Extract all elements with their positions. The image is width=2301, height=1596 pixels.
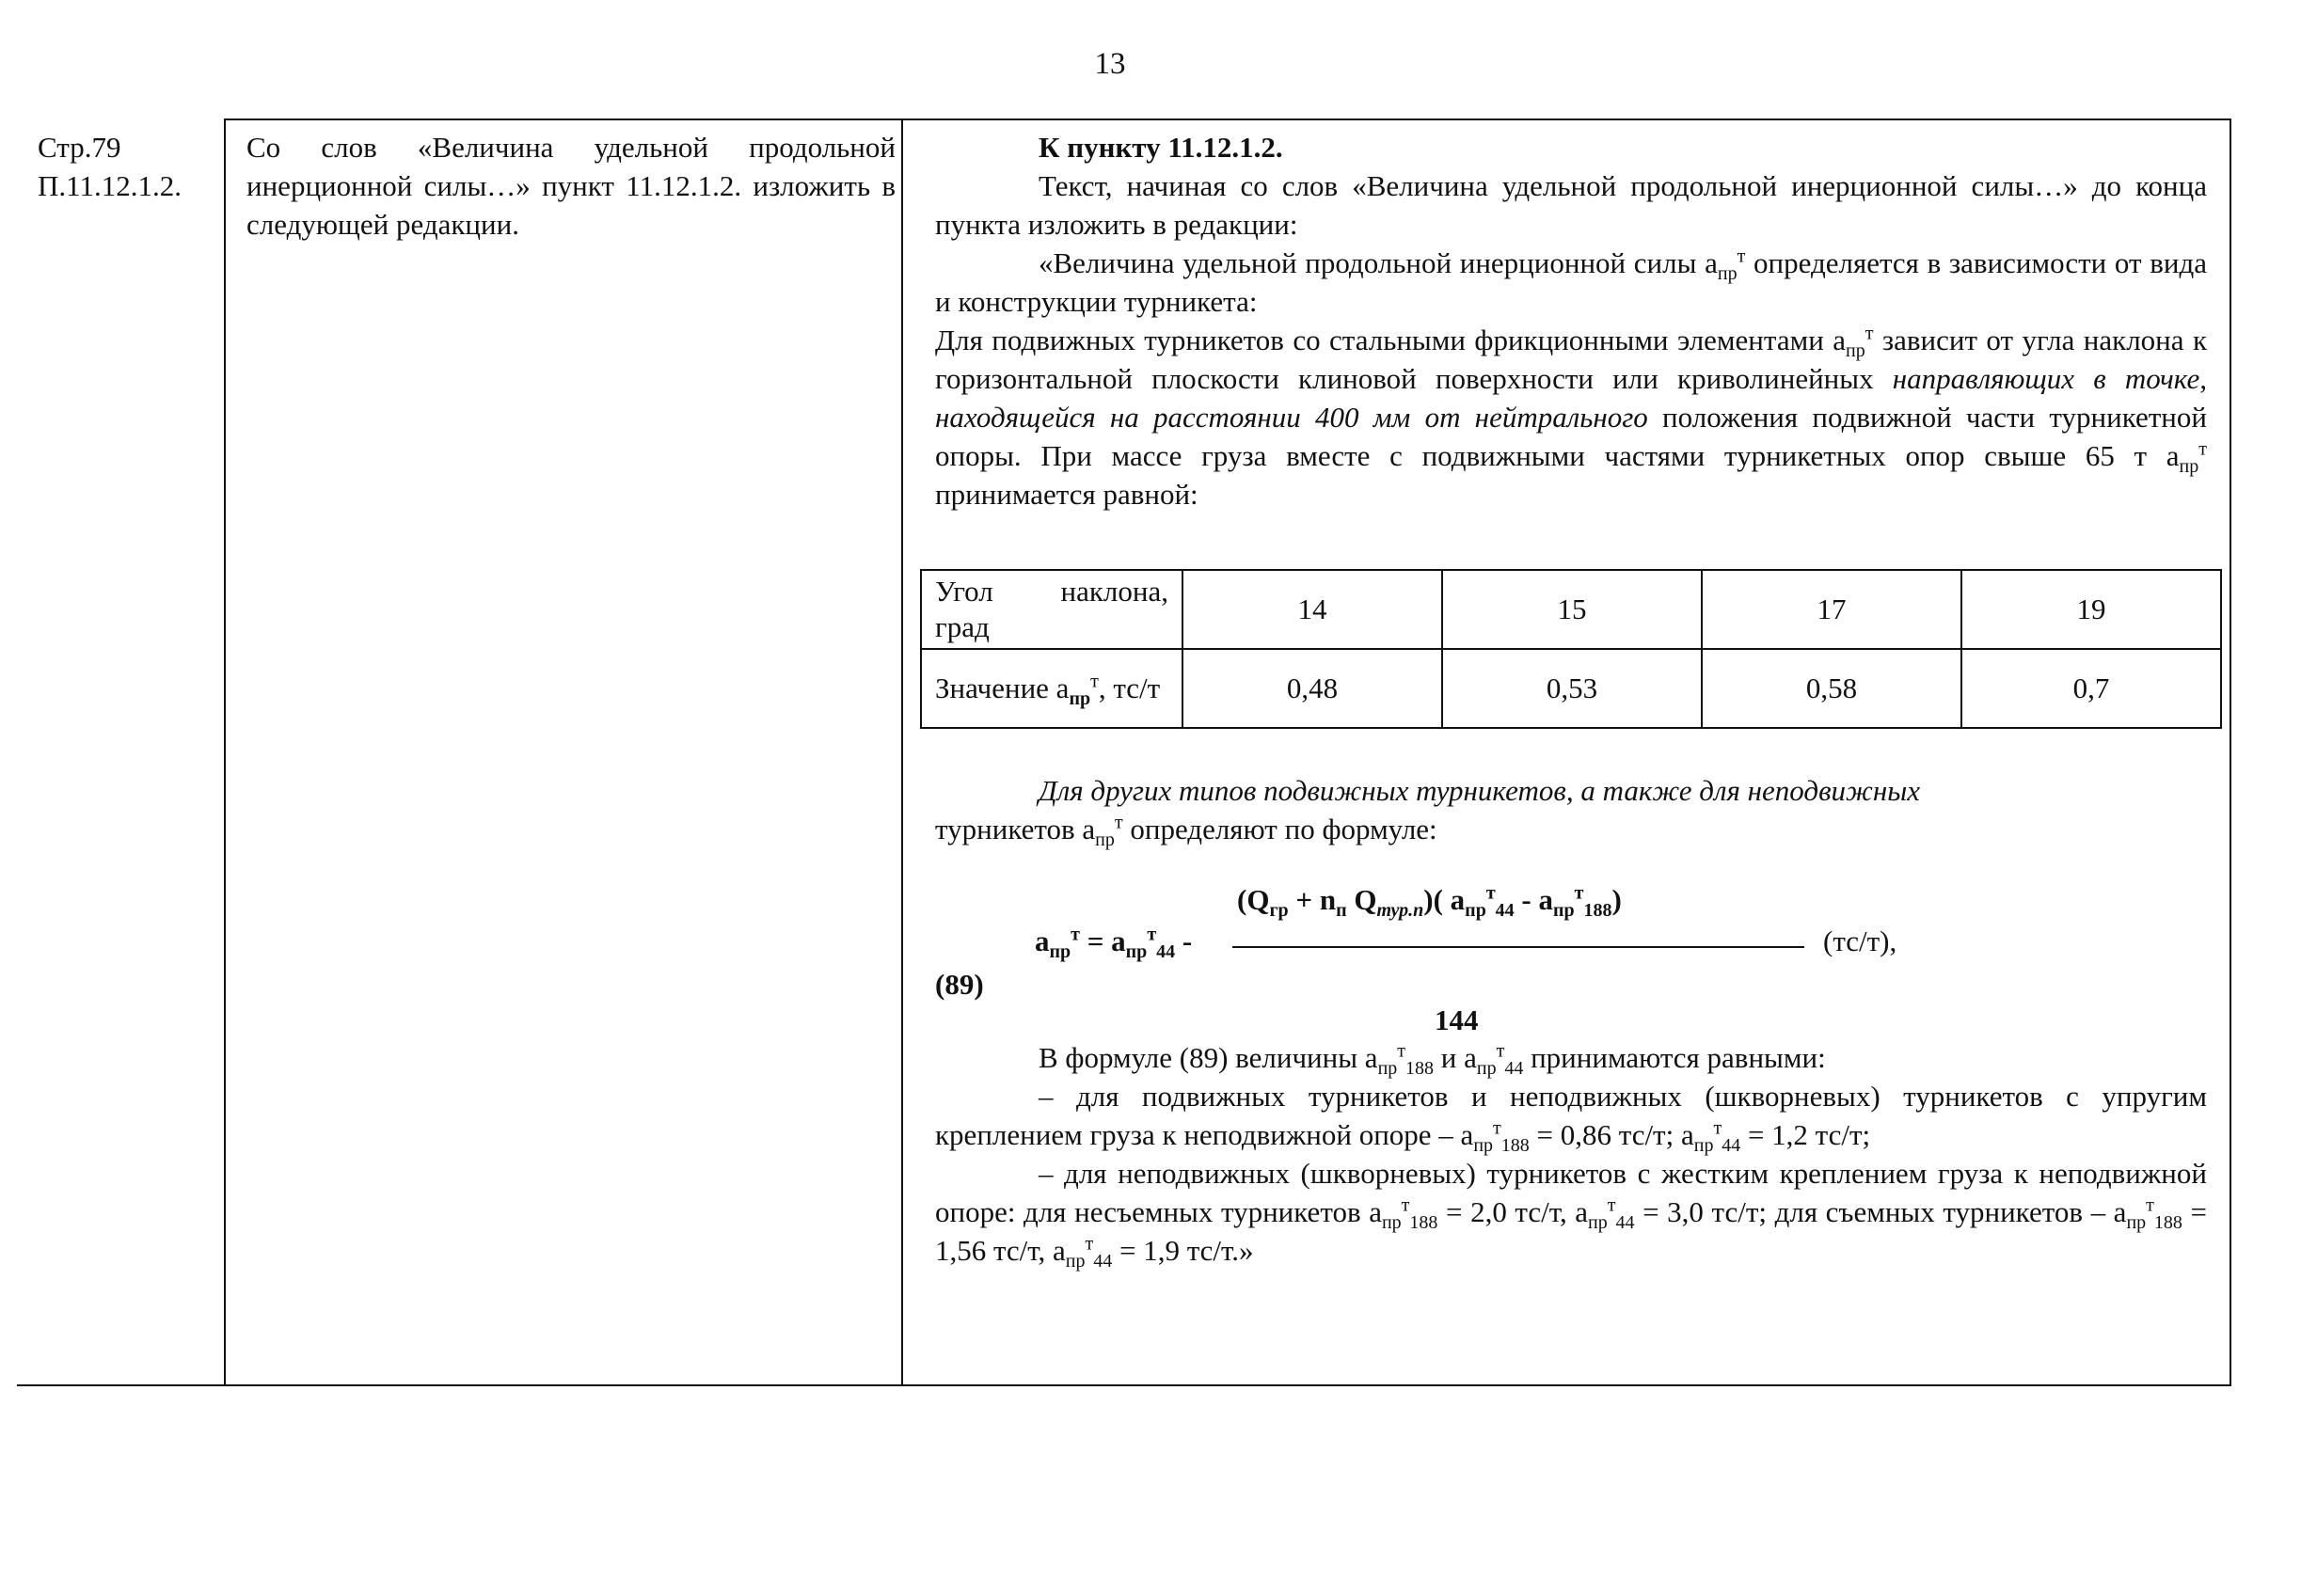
reference-cell xyxy=(38,128,221,205)
amendment-cell xyxy=(935,128,2207,514)
column-divider-1 xyxy=(224,119,226,1386)
coefficient-label: Значение $a_{пр}^т$, тс/т xyxy=(921,649,1182,728)
paragraph-4: Для других типов подвижных турникетов, а также для неподвижных турникетов $a_{пр}^т$ определяют по формуле: xyxy=(935,774,1920,851)
coefficient-value: 0,7 xyxy=(1961,649,2221,728)
formula-numerator: ($Q_{гр} + n_п$ $Q_{тур.п}$)( $a_{пр}^т_{44} - a_{пр}^т_{188}$) xyxy=(1237,882,1622,922)
ref-clause: П.11.12.1.2. xyxy=(38,169,182,202)
ref-page: Стр.79 xyxy=(38,131,121,164)
list-item: – для неподвижных (шкворневых) турникетов с жестким креплением груза к неподвижной опоре: для несъемных турникетов $a_{пр}^т_{188} = 2,0$ тс/т, $a_{пр}^т_{44} = 3,0$ тс/т; для съемных турникетов – $a_{пр}^т_{188} = 1,56$ тс/т, $a_{пр}^т_{44} = 1,9$ тс/т.» xyxy=(935,1157,2207,1272)
angle-value: 14 xyxy=(1182,570,1442,649)
amendment-heading: К пункту 11.12.1.2. xyxy=(1039,131,1283,164)
table-row xyxy=(921,570,2221,649)
table-top-border xyxy=(224,119,2231,120)
formula-unit: (тс/т), xyxy=(1823,924,1897,957)
angle-table xyxy=(920,569,2222,729)
angle-value: 17 xyxy=(1702,570,1961,649)
paragraph-5: В формуле (89) величины $a_{пр}^т_{188}$ и $a_{пр}^т_{44}$ принимаются равными: xyxy=(1039,1040,1826,1080)
instruction-cell: Со слов «Величина удельной продольной инерционной силы…» пункт 11.12.1.2. изложить в следующей редакции. xyxy=(246,131,896,241)
formula-explanation xyxy=(935,1038,2207,1270)
formula-denominator: 144 xyxy=(1435,1003,1479,1036)
paragraph-3: Для подвижных турникетов со стальными фрикционными элементами $a_{пр}^т$ зависит от угла наклона к горизонтальной плоскости клиновой поверхности или криволинейных направляющих в точке, находящейся на расстоянии 400 мм от нейтрального положения подвижной части турникетной опоры. При массе груза вместе с подвижными частями турникетных опор свыше 65 т $a_{пр}^т$ принимается равной: xyxy=(935,323,2207,511)
fraction-bar xyxy=(1232,946,1804,948)
coefficient-value: 0,48 xyxy=(1182,649,1442,728)
table-row xyxy=(921,649,2221,728)
table-bottom-border xyxy=(17,1384,2231,1386)
list-item: – для подвижных турникетов и неподвижных (шкворневых) турникетов с упругим креплением груза к неподвижной опоре – $a_{пр}^т_{188} = 0,86$ тс/т; $a_{пр}^т_{44} = 1,2$ тс/т; xyxy=(935,1080,2207,1157)
equation-number: (89) xyxy=(935,968,984,1001)
formula-89 xyxy=(1035,880,1976,993)
paragraph-1: Текст, начиная со слов «Величина удельной продольной инерционной силы…» до конца пункта изложить в редакции: xyxy=(935,169,2207,241)
coefficient-value: 0,53 xyxy=(1442,649,1702,728)
formula-lhs: $a_{пр}^т = a_{пр}^т_{44}$ - xyxy=(1035,924,1193,963)
table-right-border xyxy=(2230,119,2231,1386)
angle-value: 19 xyxy=(1961,570,2221,649)
paragraph-2: «Величина удельной продольной инерционной силы $a_{пр}^т$ определяется в зависимости от вида и конструкции турникета: xyxy=(935,245,2207,318)
coefficient-value: 0,58 xyxy=(1702,649,1961,728)
angle-value: 15 xyxy=(1442,570,1702,649)
angle-label: Угол наклона, град xyxy=(921,570,1182,649)
page-number: 13 xyxy=(1094,47,1126,81)
column-divider-2 xyxy=(901,119,903,1386)
